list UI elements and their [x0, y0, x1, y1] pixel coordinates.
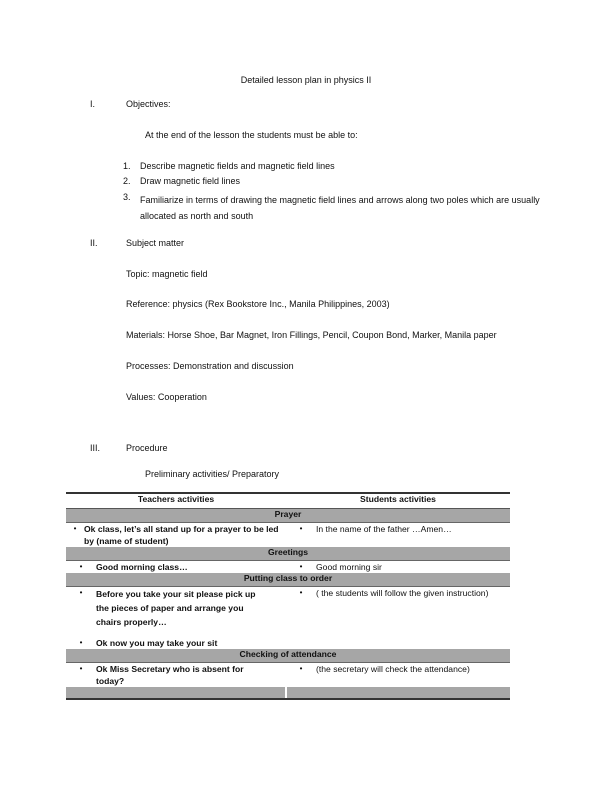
table-end-row: [66, 687, 510, 699]
section-label: Prayer: [66, 509, 510, 523]
subject-processes: Processes: Demonstration and discussion: [126, 361, 294, 371]
section-label: Checking of attendance: [66, 649, 510, 663]
bullet-icon: •: [79, 562, 83, 571]
section-numeral-subject: II.: [90, 238, 98, 248]
section-row-prayer: [66, 509, 510, 523]
section-label: Putting class to order: [66, 573, 510, 587]
student-activity: ( the students will follow the given instruction): [316, 588, 489, 598]
bullet-icon: •: [79, 664, 83, 673]
objective-number: 2.: [123, 176, 131, 186]
bullet-icon: •: [299, 562, 303, 571]
col-header-student: Students activities: [286, 493, 510, 509]
section-row-order: [66, 573, 510, 587]
section-row-greetings: [66, 547, 510, 561]
table-row: [66, 523, 510, 548]
bullet-icon: •: [299, 588, 303, 597]
objective-item: Describe magnetic fields and magnetic field lines: [140, 161, 335, 171]
table-row: [66, 587, 510, 630]
table-row: [66, 663, 510, 688]
teacher-activity: Before you take your sit please pick up the pieces of paper and arrange you chairs properly…: [96, 589, 256, 627]
bullet-icon: •: [79, 588, 83, 597]
bullet-icon: •: [299, 524, 303, 533]
objective-number: 3.: [123, 192, 131, 202]
section-label: Greetings: [66, 547, 510, 561]
student-activity: Good morning sir: [316, 562, 382, 572]
table-header-row: [66, 493, 510, 509]
bullet-icon: •: [299, 664, 303, 673]
teacher-activity: Ok class, let’s all stand up for a prayer to be led by (name of student): [84, 524, 279, 546]
teacher-activity: Good morning class…: [96, 562, 188, 572]
procedure-heading: Procedure: [126, 443, 168, 453]
col-header-teacher: Teachers activities: [66, 493, 286, 509]
table-row: [66, 629, 510, 649]
section-numeral-objectives: I.: [90, 99, 96, 109]
objective-item: Draw magnetic field lines: [140, 176, 241, 186]
subject-topic: Topic: magnetic field: [126, 269, 208, 279]
procedure-subheading: Preliminary activities/ Preparatory: [145, 469, 280, 479]
objectives-heading: Objectives:: [126, 99, 171, 109]
bullet-icon: •: [73, 524, 77, 533]
bullet-icon: •: [79, 638, 83, 647]
student-activity: (the secretary will check the attendance): [316, 664, 470, 674]
subject-heading: Subject matter: [126, 238, 185, 248]
page-title: Detailed lesson plan in physics II: [240, 75, 372, 85]
teacher-activity: Ok now you may take your sit: [96, 638, 218, 648]
section-numeral-procedure: III.: [90, 443, 101, 453]
objective-item: Familiarize in terms of drawing the magnetic field lines and arrows along two poles which are usually allocated as north and south: [140, 195, 540, 221]
subject-materials: Materials: Horse Shoe, Bar Magnet, Iron Fillings, Pencil, Coupon Bond, Marker, Manila paper: [126, 330, 497, 340]
section-row-attendance: [66, 649, 510, 663]
subject-reference: Reference: physics (Rex Bookstore Inc., Manila Philippines, 2003): [126, 299, 390, 309]
objectives-intro: At the end of the lesson the students must be able to:: [145, 130, 358, 140]
teacher-activity: Ok Miss Secretary who is absent for today?: [96, 664, 244, 686]
student-activity: In the name of the father …Amen…: [316, 524, 452, 534]
table-row: [66, 561, 510, 574]
objective-number: 1.: [123, 161, 131, 171]
activities-table: [66, 492, 510, 700]
subject-values: Values: Cooperation: [126, 392, 207, 402]
